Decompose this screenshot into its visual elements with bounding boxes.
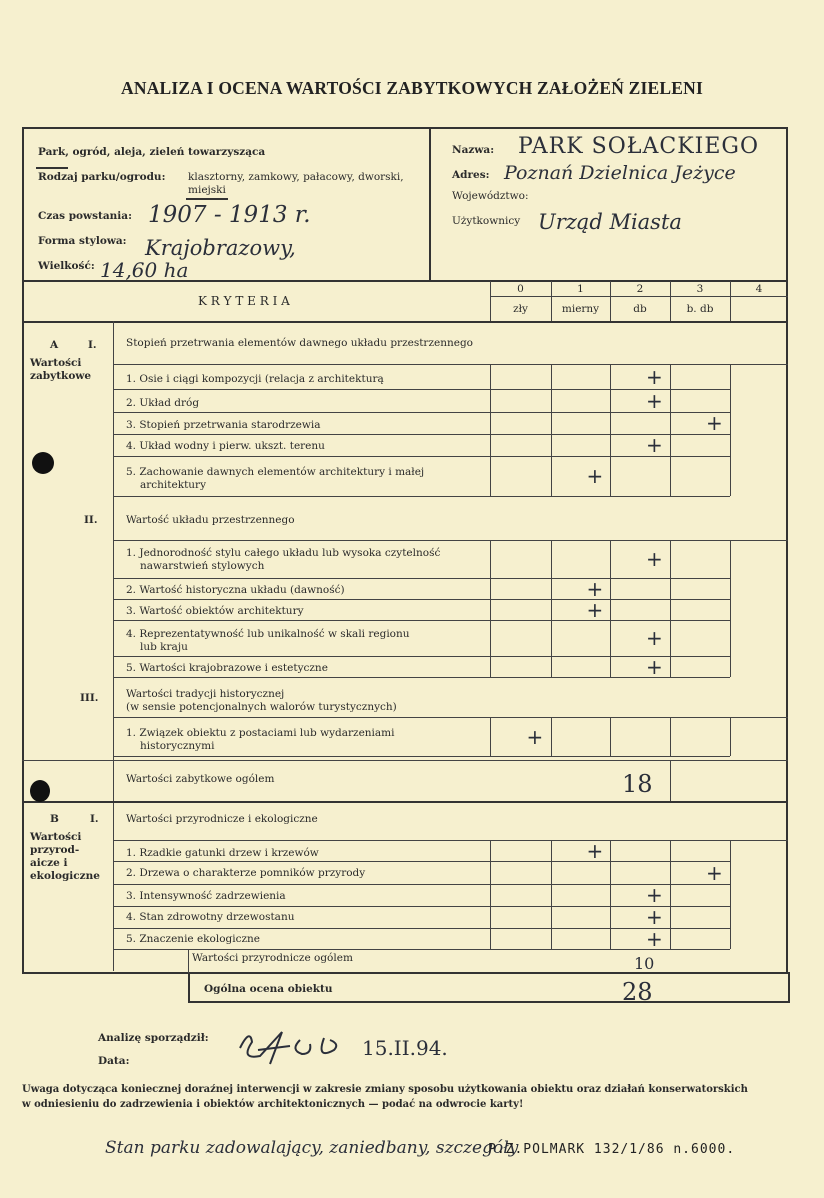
total-a-value: 18 [622,770,653,798]
criteria-col-word: zły [513,303,528,315]
section-a-g2-roman: II. [84,514,98,526]
underline-rodzaj [36,167,68,169]
grid-line [113,906,730,907]
criteria-mid-line [490,296,788,297]
grid-col-line [490,364,491,496]
prepared-label: Analizę sporządził: [98,1032,209,1044]
punch-hole-top [32,452,54,474]
grid-line [113,861,730,862]
grid-line [113,496,730,497]
section-b-roman: I. [90,813,99,825]
grid-line [113,364,788,365]
grid-line [113,949,730,950]
grid-col-line [610,717,611,756]
g3-title-2: (w sensie potencjonalnych walorów turystycznych) [126,701,397,713]
kind-label: Rodzaj parku/ogrodu: [38,171,166,183]
section-b-letter: B [50,813,59,825]
section-b-name-3: aicze i [30,857,68,869]
cross-mark: + [646,654,663,679]
g3-title-1: Wartości tradycji historycznej [126,688,285,700]
grid-line [113,928,730,929]
grid-line [113,578,730,579]
criteria-label: K R Y T E R I A [198,294,290,308]
style-label: Forma stylowa: [38,235,127,247]
section-a-name-1: Wartości [30,357,82,369]
name-label: Nazwa: [452,144,495,156]
row-a1-3: 3. Stopień przetrwania starodrzewia [126,419,321,431]
signature-date: 15.II.94. [362,1036,448,1060]
grid-line [113,620,730,621]
voivodeship-label: Województwo: [452,190,529,202]
cross-mark: + [586,576,604,601]
cross-mark: + [646,433,663,457]
row-a2-4: 4. Reprezentatywność lub unikalność w skali regionu [126,628,410,640]
grid-line [113,412,730,413]
created-value: 1907 - 1913 r. [148,202,311,228]
section-a-roman: I. [88,339,97,351]
criteria-col-word: b. db [686,303,714,315]
kind-options: klasztorny, zamkowy, pałacowy, dworski, [188,171,404,183]
grid-line [113,540,788,541]
grid-col-line [490,540,491,677]
row-a1-2: 2. Układ dróg [126,397,200,409]
handwritten-note: Stan parku zadowalający, zaniedbany, szczegóły [105,1138,519,1158]
signature [230,1020,360,1070]
grid-line [113,717,788,718]
size-label: Wielkość: [38,260,95,272]
name-value: PARK SOŁACKIEGO [518,134,760,159]
total-b-value: 10 [634,954,655,973]
grid-line [22,760,113,761]
grid-col-line [551,840,552,949]
address-label: Adres: [452,169,490,181]
row-b1-1: 1. Rzadkie gatunki drzew i krzewów [126,847,319,859]
size-value: 14,60 ha [100,258,189,282]
section-divider [22,801,788,803]
cross-mark: + [646,905,663,929]
grid-col-line [730,540,731,677]
grid-col-line [730,840,731,949]
total-a-label: Wartości zabytkowe ogólem [126,773,275,785]
row-a1-1: 1. Osie i ciągi kompozycji (relacja z architekturą [126,373,384,385]
section-b-name-2: przyrod- [30,844,80,856]
criteria-col-word: db [633,303,647,315]
grid-col-line [670,760,671,801]
grid-col-line [670,840,671,949]
grid-line [113,756,730,757]
g1-title: Stopień przetrwania elementów dawnego układu przestrzennego [126,337,473,349]
address-value: Poznań Dzielnica Jeżyce [504,162,736,184]
cross-mark: + [706,860,723,885]
created-label: Czas powstania: [38,210,132,222]
grid-line [113,884,730,885]
grid-col-line [551,364,552,496]
cross-mark: + [706,411,723,435]
print-code: P.Z.POLMARK 132/1/86 n.6000. [488,1142,736,1157]
row-a1-4: 4. Układ wodny i pierw. ukszt. terenu [126,440,325,452]
cross-mark: + [646,364,663,389]
row-b1-3: 3. Intensywność zadrzewienia [126,890,286,902]
row-b1-5: 5. Znaczenie ekologiczne [126,933,261,945]
underline-miejski [186,198,228,200]
row-b1-2: 2. Drzewa o charakterze pomników przyrody [126,867,366,879]
note-line-1: Uwaga dotycząca koniecznej doraźnej interwencji w zakresie zmiany sposobu użytkowania obiektu oraz działań konserwatorskich [22,1084,748,1095]
section-a-name-2: zabytkowe [30,370,92,382]
header-divider [429,127,431,281]
type-line: Park, ogród, aleja, zieleń towarzysząca [38,146,266,158]
grid-col-line [730,717,731,756]
note-line-2: w odniesieniu do zadrzewienia i obiektów architektonicznych — podać na odwrocie karty! [22,1099,524,1110]
criteria-col-num: 4 [755,283,763,295]
grid-line [113,760,788,761]
left-col-divider [113,321,114,971]
g2-title: Wartość układu przestrzennego [126,514,295,526]
kind-options-2: miejski [188,184,226,196]
cross-mark: + [586,597,604,622]
grid-line [113,599,730,600]
date-label: Data: [98,1055,130,1067]
grid-col-line [610,840,611,949]
overall-value: 28 [622,978,653,1006]
grid-line [113,456,730,457]
cross-mark: + [646,883,663,907]
grid-line [113,389,730,390]
grid-col-line [551,717,552,756]
cross-mark: + [646,547,663,571]
section-b-name-1: Wartości [30,831,82,843]
grid-col-line [670,540,671,677]
page-title: ANALIZA I OCENA WARTOŚCI ZABYTKOWYCH ZAŁOŻEŃ ZIELENI [121,78,703,98]
grid-col-line [490,840,491,949]
style-value: Krajobrazowy, [145,236,296,260]
row-a2-4b: lub kraju [140,641,188,653]
grid-col-line [670,364,671,496]
section-b-name-4: ekologiczne [30,870,100,882]
cross-mark: + [586,464,604,488]
section-a-letter: A [50,339,59,351]
row-b1-4: 4. Stan zdrowotny drzewostanu [126,911,295,923]
row-a2-3: 3. Wartość obiektów architektury [126,605,304,617]
cross-mark: + [586,838,604,863]
criteria-col-num: 3 [696,283,704,295]
cross-mark: + [646,626,663,650]
criteria-col-num: 2 [636,283,644,295]
overall-label: Ogólna ocena obiektu [204,983,333,995]
criteria-bottom-line [22,321,788,323]
row-a1-5b: architektury [140,479,207,491]
grid-line [113,656,730,657]
grid-line [113,677,730,678]
grid-col-line [188,949,189,973]
criteria-col-num: 1 [577,283,584,295]
grid-line [113,840,788,841]
row-a1-5: 5. Zachowanie dawnych elementów architektury i małej [126,466,425,478]
b-title: Wartości przyrodnicze i ekologiczne [126,813,318,825]
row-a2-5: 5. Wartości krajobrazowe i estetyczne [126,662,328,674]
grid-col-line [610,364,611,496]
grid-col-line [610,540,611,677]
grid-col-line [670,717,671,756]
criteria-col-num: 0 [517,283,524,295]
row-a2-2: 2. Wartość historyczna układu (dawność) [126,584,345,596]
total-b-label: Wartości przyrodnicze ogólem [192,952,353,964]
punch-hole-bottom [30,780,50,802]
grid-line [113,434,730,435]
cross-mark: + [646,926,663,951]
users-label: Użytkownicy [452,215,521,227]
users-value: Urząd Miasta [538,210,682,234]
row-a2-1: 1. Jednorodność stylu całego układu lub wysoka czytelność [126,547,441,559]
cross-mark: + [526,724,544,749]
section-a-g3-roman: III. [80,692,99,704]
criteria-col-word: mierny [561,303,600,315]
cross-mark: + [646,388,663,413]
row-a3-1b: historycznymi [140,740,215,752]
grid-col-line [730,364,731,496]
row-a3-1: 1. Związek obiektu z postaciami lub wydarzeniami [126,727,395,739]
grid-col-line [551,540,552,677]
grid-col-line [490,717,491,756]
row-a2-1b: nawarstwień stylowych [140,560,265,572]
